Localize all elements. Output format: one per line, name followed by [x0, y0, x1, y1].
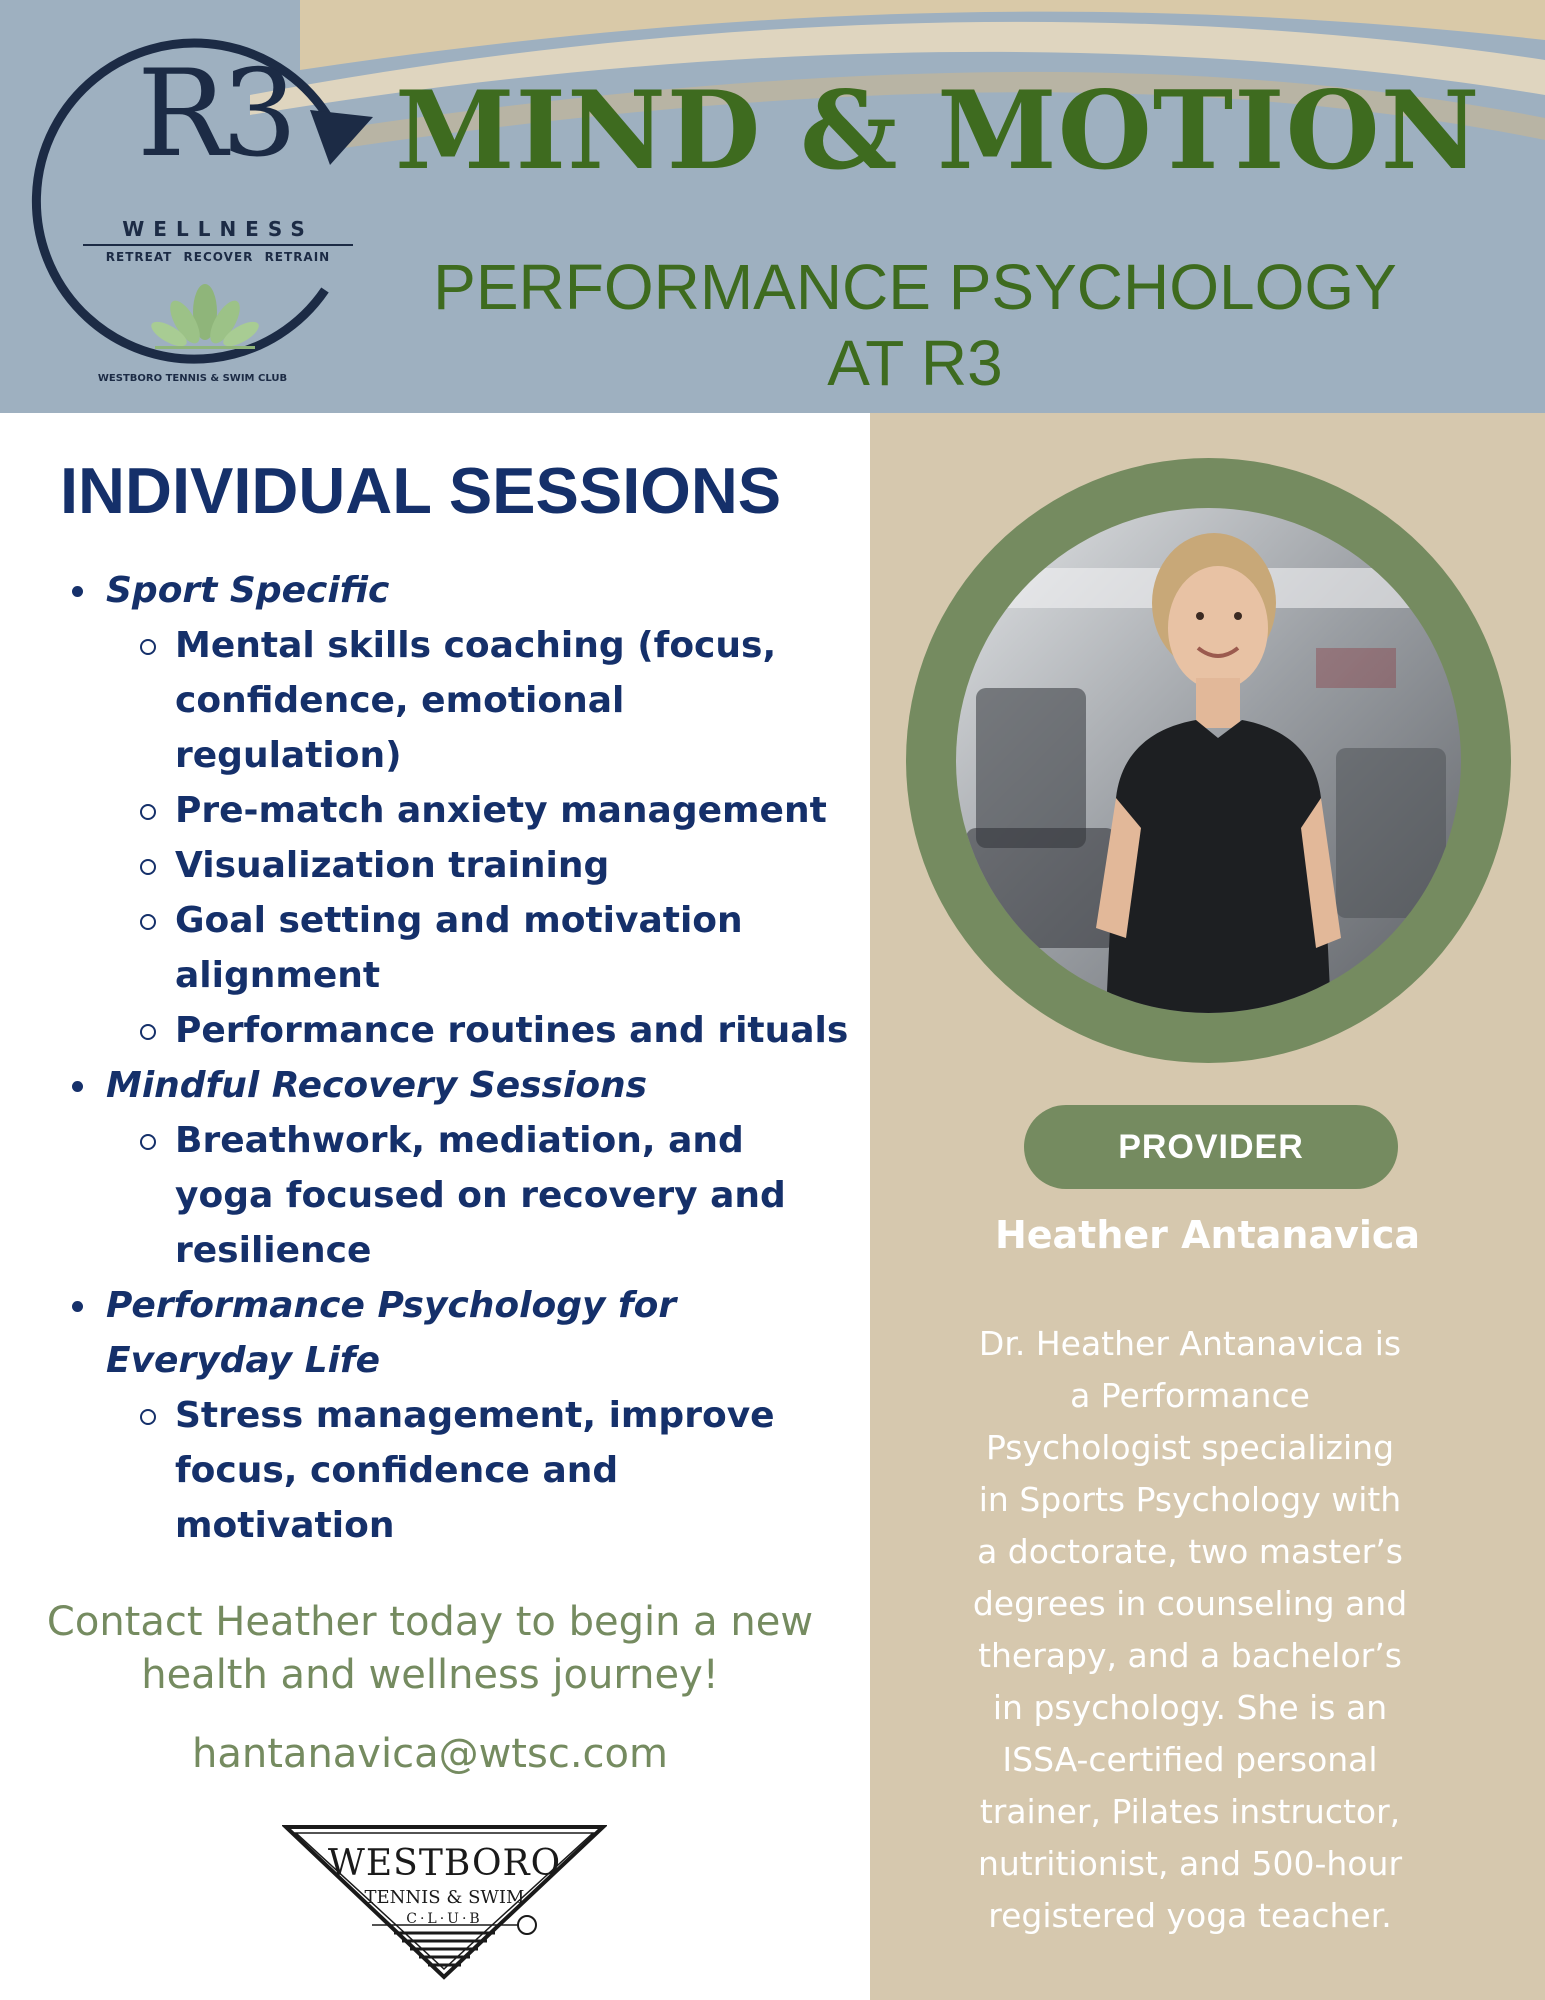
logo-club-name: WESTBORO TENNIS & SWIM CLUB	[97, 373, 288, 384]
list-item: Pre-match anxiety management	[70, 783, 850, 838]
list-item: Visualization training	[70, 838, 850, 893]
club-logo-line-1: WESTBORO	[327, 1843, 562, 1884]
list-item: Breathwork, mediation, and yoga focused on recovery and resilience	[70, 1113, 850, 1278]
list-item: Performance routines and rituals	[70, 1003, 850, 1058]
provider-name: Heather Antanavica	[994, 1213, 1421, 1257]
provider-portrait-image	[956, 508, 1461, 1013]
list-item-group: Sport Specific	[70, 563, 850, 618]
logo-tagline: RETREAT RECOVER RETRAIN	[105, 250, 331, 264]
sessions-heading: INDIVIDUAL SESSIONS	[60, 454, 782, 527]
subtitle-line-2: AT R3	[827, 326, 1003, 399]
page-subtitle	[390, 250, 1440, 401]
logo-wellness-text: WELLNESS	[83, 217, 353, 246]
club-logo-line-3: C·L·U·B	[406, 1911, 483, 1927]
list-item-group: Performance Psychology for Everyday Life	[70, 1278, 850, 1388]
list-item: Mental skills coaching (focus, confidence, emotional regulation)	[70, 618, 850, 783]
page-title: MIND & MOTION	[395, 68, 1481, 194]
provider-panel	[870, 413, 1545, 2000]
list-item: Goal setting and motivation alignment	[70, 893, 850, 1003]
header-banner	[0, 0, 1545, 413]
club-logo-line-2: TENNIS & SWIM	[364, 1887, 525, 1908]
subtitle-line-1: PERFORMANCE PSYCHOLOGY	[433, 251, 1397, 323]
lotus-icon	[145, 280, 265, 360]
provider-photo-frame	[906, 458, 1511, 1063]
list-item: Stress management, improve focus, confidence and motivation	[70, 1388, 850, 1553]
r3-wellness-logo	[25, 25, 375, 400]
sessions-panel	[0, 413, 870, 2000]
westboro-club-logo	[282, 1821, 607, 1981]
sessions-list	[70, 563, 850, 1553]
list-item-group: Mindful Recovery Sessions	[70, 1058, 850, 1113]
contact-email-link[interactable]: hantanavica@wtsc.com	[192, 1731, 668, 1777]
contact-message: Contact Heather today to begin a new health and wellness journey!	[46, 1599, 814, 1698]
provider-badge: PROVIDER	[1024, 1105, 1398, 1189]
logo-mark: R3	[137, 45, 292, 184]
provider-bio: Dr. Heather Antanavica is a Performance Psychologist specializing in Sports Psychology with a doctorate, two master’s degrees in counseling and therapy, and a bachelor’s in psychology. She is an ISSA-certified personal trainer, Pilates instructor, nutritionist, and 500-hour registered yoga teacher.	[972, 1324, 1408, 1935]
provider-photo	[956, 508, 1461, 1013]
